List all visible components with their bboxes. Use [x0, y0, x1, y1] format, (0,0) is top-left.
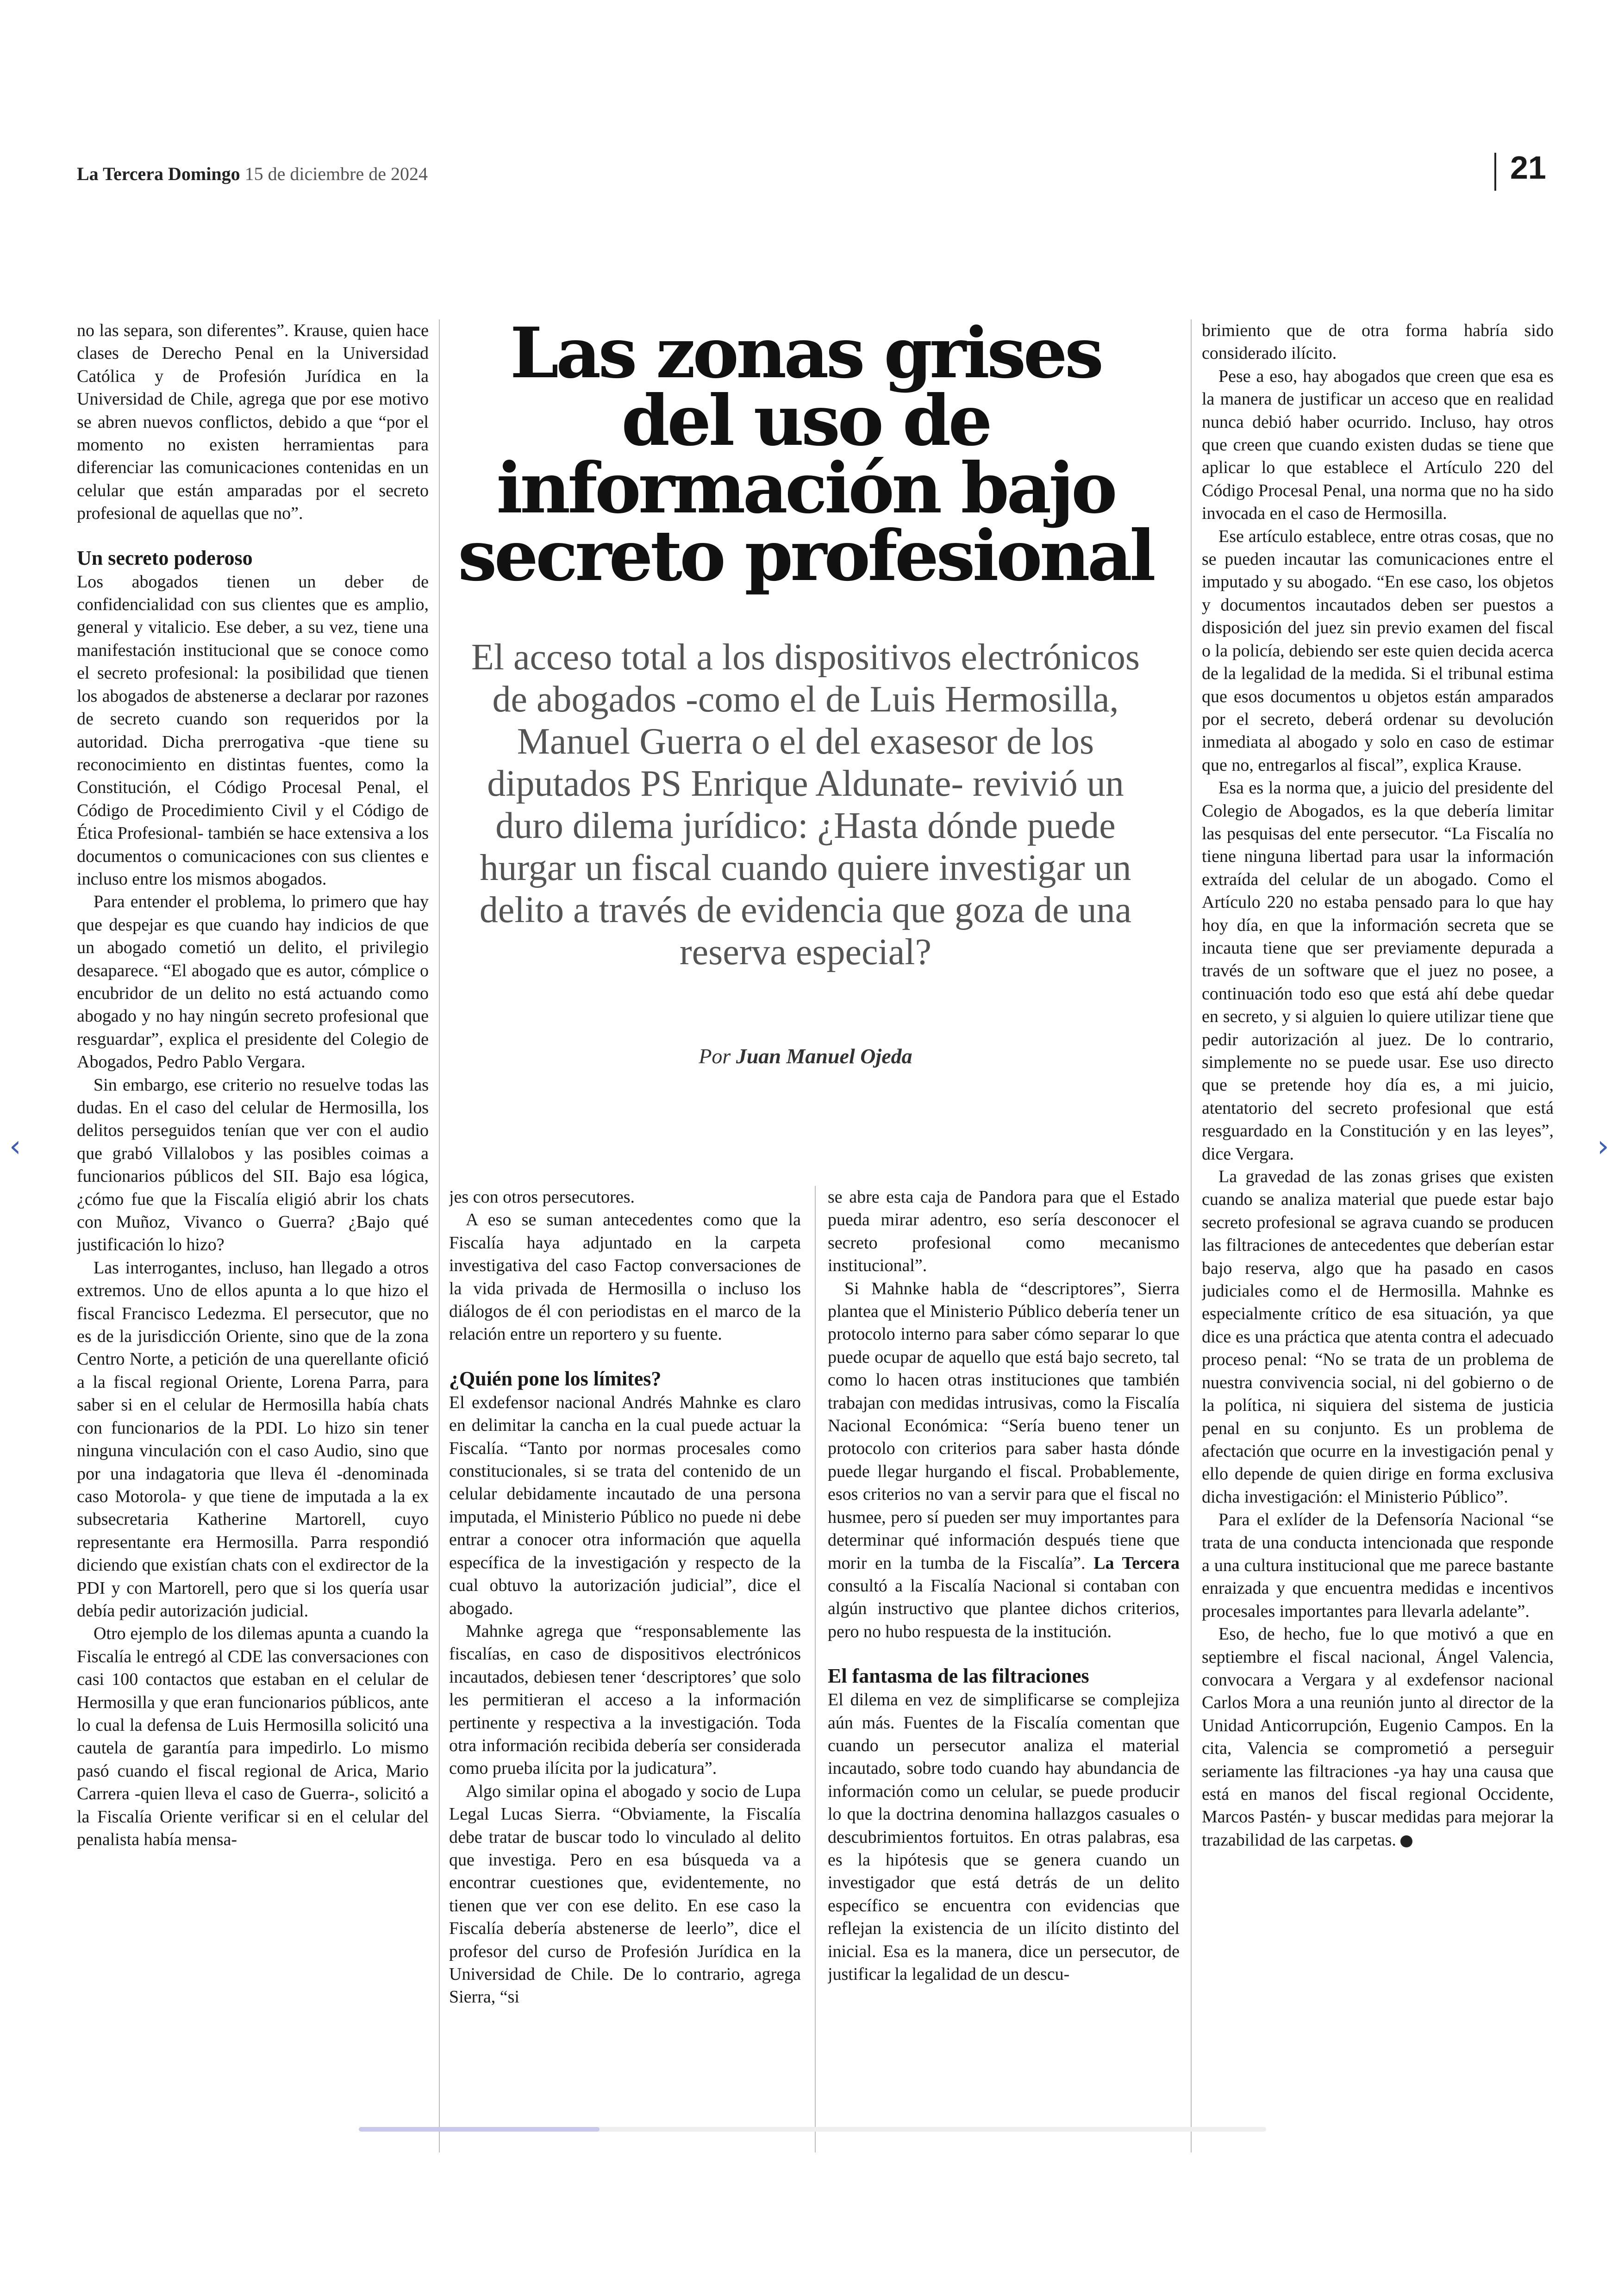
subhead-un-secreto-poderoso: Un secreto poderoso	[77, 546, 253, 569]
byline-author: Juan Manuel Ojeda	[736, 1044, 912, 1068]
paragraph: Sin embargo, ese criterio no resuelve todas las dudas. En el caso del celular de Hermosilla, los delitos perseguidos tenían que ver con el audio que grabó Villalobos y las posibles coimas a funcionarios públicos del SII. Bajo esa lógica, ¿cómo fue que la Fiscalía eligió abrir los chats con Muñoz, Vivanco o Guerra? ¿Bajo qué justificación lo hizo?	[77, 1075, 429, 1255]
article-byline	[463, 1044, 1148, 1068]
subhead-quien-pone-los-limites: ¿Quién pone los límites?	[449, 1367, 662, 1390]
paragraph: Los abogados tienen un deber de confidencialidad con sus clientes que es amplio, general y vitalicio. Ese deber, a su vez, tiene una manifestación institucional que se conoce como el secreto profesional: la posibilidad que tienen los abogados de abstenerse a declarar por razones de secreto cuando son requeridos por la autoridad. Dicha prerrogativa -que tiene su reconocimiento en distintas fuentes, como la Constitución, el Código Procesal Penal, el Código de Procedimiento Civil y el Código de Ética Profesional- también se hace extensiva a los documentos o comunicaciones con sus clientes e incluso entre los mismos abogados.	[77, 572, 429, 889]
paragraph: no las separa, son diferentes”. Krause, quien hace clases de Derecho Penal en la Universidad Católica y de Profesión Jurídica en la Universidad de Chile, agrega que por ese motivo se abren nuevos conflictos, debido a que “por el momento no existen herramientas para diferenciar las comunicaciones contenidas en un celular que están amparadas por el secreto profesional de aquellas que no”.	[77, 321, 429, 524]
paragraph: Para entender el problema, lo primero que hay que despejar es que cuando hay indicios de que un abogado cometió un delito, el privilegio desaparece. “El abogado que es autor, cómplice o encubridor de un delito no está actuando como abogado y no hay ningún secreto profesional que resguardar”, explica el presidente del Colegio de Abogados, Pedro Pablo Vergara.	[77, 892, 429, 1072]
column-divider	[815, 1186, 816, 2152]
article-column-3	[828, 1186, 1180, 2149]
paragraph: Ese artículo establece, entre otras cosas, que no se pueden incautar las comunicaciones entre el imputado y su abogado. “En ese caso, los objetos y documentos incautados deben ser puestos a disposición del juez sin previo examen del fiscal o la policía, debiendo ser este quien decida acerca de la legalidad de la medida. Si el tribunal estima que esos documentos u objetos están amparados por el secreto, deberá ordenar su devolución inmediata al abogado y solo en caso de estimar que no, entregarlos al fiscal”, explica Krause.	[1202, 526, 1554, 775]
horizontal-scrollbar-thumb[interactable]	[359, 2127, 600, 2132]
paragraph: Otro ejemplo de los dilemas apunta a cuando la Fiscalía le entregó al CDE las conversaciones con casi 100 contactos que estaban en el celular de Hermosilla y que eran funcionarios públicos, ante lo cual la defensa de Luis Hermosilla solicitó una cautela de garantía para impedirlo. Lo mismo pasó cuando el fiscal regional de Arica, Mario Carrera -quien lleva el caso de Guerra-, solicitó a la Fiscalía Oriente verificar si en el celular del penalista había mensa-	[77, 1624, 429, 1849]
page-number-divider	[1494, 153, 1496, 191]
paragraph: Las interrogantes, incluso, han llegado a otros extremos. Uno de ellos apunta a lo que hizo el fiscal Francisco Ledezma. El persecutor, que no es de la jurisdicción Oriente, sino que de la zona Centro Norte, a petición de una querellante ofició a la fiscal regional Oriente, Lorena Parra, para saber si en el celular de Hermosilla había chats con funcionarios de la PDI. Lo hizo sin tener ninguna vinculación con el caso Audio, sino que por una indagatoria que lleva él -denominada caso Motorola- y que tiene de imputada a la ex subsecretaria Katherine Martorell, cuyo representante era Hermosilla. Parra respondió diciendo que existían chats con el exdirector de la PDI y con Martorell, pero que si los quería usar debía pedir autorización judicial.	[77, 1258, 429, 1621]
paragraph: Esa es la norma que, a juicio del presidente del Colegio de Abogados, es la que debería limitar las pesquisas del ente persecutor. “La Fiscalía no tiene ninguna libertad para usar la información extraída del celular de un abogado. Como el Artículo 220 no estaba pensado para lo que hay hoy día, en que la información secreta que se incauta tiene que ser previamente depurada a través de un software que el juez no posee, a continuación todo eso que está ahí debe quedar en secreto, y si alguien lo quiere utilizar tiene que pedir autorización al juez. De lo contrario, simplemente no se puede usar. Ese uso directo que se pretende hoy día es, a mi juicio, atentatorio del secreto profesional que está resguardado en la Constitución y en las leyes”, dice Vergara.	[1202, 778, 1554, 1164]
column-divider	[1191, 319, 1192, 2152]
subhead-el-fantasma-de-las-filtraciones: El fantasma de las filtraciones	[828, 1665, 1089, 1688]
paragraph: A eso se suman antecedentes como que la Fiscalía haya adjuntado en la carpeta investigativa del caso Factop conversaciones de la vida privada de Hermosilla o incluso los diálogos de él con periodistas en el marco de la relación entre un reportero y su fuente.	[449, 1210, 801, 1344]
paragraph: El exdefensor nacional Andrés Mahnke es claro en delimitar la cancha en la cual puede actuar la Fiscalía. “Tanto por normas procesales como constitucionales, si se trata del contenido de un celular debidamente incautado de una persona imputada, el Ministerio Público no puede ni debe entrar a conocer otra información que aquella específica de la investigación y respecto de la cual obtuvo la autorización judicial”, dice el abogado.	[449, 1392, 801, 1618]
previous-page-button[interactable]	[9, 1129, 21, 1164]
next-page-button[interactable]	[1597, 1129, 1609, 1164]
paragraph: La gravedad de las zonas grises que existen cuando se analiza material que puede estar bajo secreto profesional se agrava cuando se producen las filtraciones de antecedentes que deberían estar bajo reserva, algo que ha pasado en casos judiciales como el de Hermosilla. Mahnke es especialmente crítico de esa situación, ya que dice es una práctica que atenta contra el adecuado proceso penal: “No se trata de un problema de nuestra convivencia social, ni del gobierno o de la política, ni siquiera del sistema de justicia penal en su conjunto. Es un problema de afectación que ocurre en la investigación penal y ello depende de quien dirige en forma exclusiva dicha investigación: el Ministerio Público”.	[1202, 1167, 1554, 1507]
article-column-4	[1202, 319, 1554, 2148]
paragraph: jes con otros persecutores.	[449, 1187, 635, 1207]
paragraph	[828, 1278, 1180, 1644]
paragraph: Pese a eso, hay abogados que creen que esa es la manera de justificar un acceso que en realidad nunca debió haber ocurrido. Incluso, hay otros que creen que cuando existen dudas se tiene que aplicar lo que establece el Artículo 220 del Código Procesal Penal, una norma que no ha sido invocada en el caso de Hermosilla.	[1202, 366, 1554, 524]
paragraph: Mahnke agrega que “responsablemente las fiscalías, en caso de dispositivos electrónicos incautados, debiesen tener ‘descriptores’ que solo les permitieran el acceso a la información pertinente y respectiva a la investigación. Toda otra información recibida debería ser considerada como prueba ilícita por la judicatura”.	[449, 1621, 801, 1778]
article-deck: El acceso total a los dispositivos electrónicos de abogados -como el de Luis Hermosilla, Manuel Guerra o el del exasesor de los diputados PS Enrique Aldunate- revivió un duro dilema jurídico: ¿Hasta dónde puede hurgar un fiscal cuando quiere investigar un delito a través de evidencia que goza de una reserva especial?	[471, 637, 1140, 973]
article-headline: Las zonas grises del uso de información bajo secreto profesional	[458, 312, 1153, 597]
newspaper-name: La Tercera	[1093, 1553, 1180, 1573]
article-column-2	[449, 1186, 801, 2149]
paragraph: Algo similar opina el abogado y socio de Lupa Legal Lucas Sierra. “Obviamente, la Fiscalía debe tratar de buscar todo lo vinculado al delito que investiga. Pero en esa búsqueda va a encontrar cuestiones que, evidentemente, no tienen que ver con ese delito. En ese caso la Fiscalía debería abstenerse de leerlo”, dice el profesor del curso de Profesión Jurídica en la Universidad de Chile. De lo contrario, agrega Sierra, “si	[449, 1781, 801, 2007]
column-divider	[439, 319, 440, 2152]
masthead	[77, 163, 428, 185]
paragraph: Para el exlíder de la Defensoría Nacional “se trata de una conducta intencionada que responde a una cultura institucional que me parece bastante enraizada y que encuentra medidas e incentivos procesales importantes para llevarla adelante”.	[1202, 1510, 1554, 1621]
byline-prefix: Por	[699, 1044, 731, 1068]
paragraph-text: consultó a la Fiscalía Nacional si contaban con algún instructivo que plantee dichos criterios, pero no hubo respuesta de la institución.	[828, 1576, 1180, 1641]
paragraph	[1202, 1623, 1554, 1852]
paragraph: El dilema en vez de simplificarse se complejiza aún más. Fuentes de la Fiscalía comentan que cuando un persecutor analiza el material incautado, sobre todo cuando hay abundancia de información como un celular, se puede producir lo que la doctrina denomina hallazgos casuales o descubrimientos fortuitos. En otras palabras, esa es la hipótesis que se genera cuando un investigador que está detrás de un delito específico se encuentra con evidencias que reflejan la existencia de un ilícito distinto del inicial. Esa es la manera, dice un persecutor, de justificar la legalidad de un descu-	[828, 1690, 1180, 1984]
article-column-1	[77, 319, 429, 2148]
chevron-right-icon: ›	[1597, 1129, 1609, 1164]
issue-date: 15 de diciembre de 2024	[244, 163, 428, 184]
chevron-left-icon: ‹	[9, 1129, 21, 1164]
paragraph-text: Si Mahnke habla de “descriptores”, Sierra plantea que el Ministerio Público debería tener un protocolo interno para saber cómo separar lo que puede ocupar de aquello que está bajo secreto, tal como lo hacen otras instituciones que también trabajan con medidas intrusivas, como la Fiscalía Nacional Económica: “Sería bueno tener un protocolo con criterios para saber hasta dónde puede llegar hurgando el fiscal. Probablemente, esos criterios no van a servir para que el fiscal no husmee, pero sí pueden ser muy importantes para determinar qué información después tiene que morir en la tumba de la Fiscalía”.	[828, 1278, 1180, 1573]
end-of-article-icon	[1400, 1835, 1412, 1847]
paragraph: se abre esta caja de Pandora para que el Estado pueda mirar adentro, eso sería desconocer el secreto profesional como mecanismo institucional”.	[828, 1187, 1180, 1276]
page-number: 21	[1510, 150, 1546, 186]
paragraph-text: Eso, de hecho, fue lo que motivó a que en septiembre el fiscal nacional, Ángel Valencia, convocara a Vergara y al exdefensor nacional Carlos Mora a una reunión junto al director de la Unidad Anticorrupción, Eugenio Campos. En la cita, Valencia se comprometió a perseguir seriamente las filtraciones -ya hay una causa que está en manos del fiscal regional Occidente, Marcos Pastén- y buscar medidas para mejorar la trazabilidad de las carpetas.	[1202, 1624, 1554, 1850]
paragraph: brimiento que de otra forma habría sido considerado ilícito.	[1202, 321, 1554, 363]
publication-name: La Tercera Domingo	[77, 163, 240, 184]
